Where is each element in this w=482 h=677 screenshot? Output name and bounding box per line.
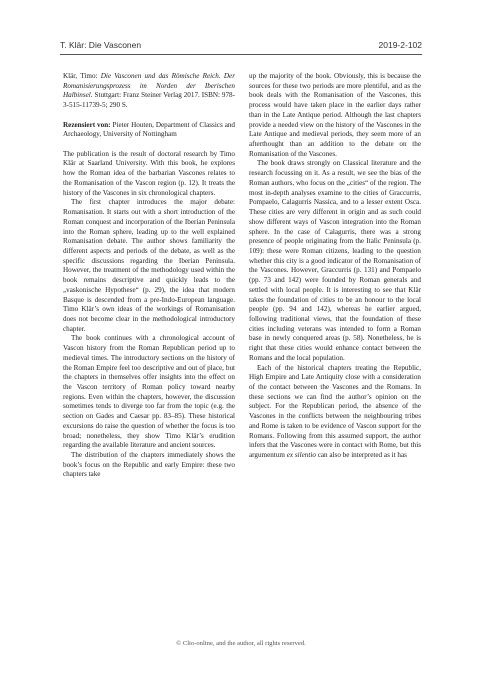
citation [63, 72, 235, 111]
paragraph: The book draws strongly on Classical literature and the research focussing on it. As a result, we see the bias of the Roman authors, who focus on the „cities“ of the region. The most in-depth analyses examine to the cities of Graccurris, Pompaelo, Calagurris Nassica, and to a lesser extent Osca. These cities are very different in origin and as such could show different ways of Vascon integration into the Roman sphere. In the case of Calagurris, there was a strong presence of people originating from the Italic Peninsula (p. 109): these were Roman citizens, leading to the question whether this city is a good indicator of the Romanisation of the Vascones. However, Graccurris (p. 131) and Pompaelo (pp. 73 and 142) were founded by Roman generals and settled with local people. It is interesting to see that Klär takes the foundation of cities to be an honour to the local people (pp. 94 and 142), whereas he earlier argued, following traditional views, that the foundation of these cities including veterans was intended to form a Roman base in newly conquered areas (p. 58). Nonetheless, he is right that these cities would enhance contact between the Romans and the local population. [249, 159, 421, 362]
reviewer-text: Pieter Houten, Department of Classics and Archaeology, University of Nottingham [63, 120, 235, 139]
reviewer-line [63, 121, 235, 140]
citation-title: Die Vasconen und das Römische Reich. Der Romanisierungsprozess im Norden der Iberischen Halbinsel. [63, 72, 235, 100]
left-column [63, 72, 235, 480]
paragraph-last [249, 364, 421, 461]
paragraph: The distribution of the chapters immediately shows the book’s focus on the Republic and early Empire: these two chapters take [63, 451, 235, 479]
citation-author: Klär, Timo: [63, 72, 101, 80]
header-rule [60, 54, 422, 55]
paragraph-text: Each of the historical chapters treating the Republic, High Empire and Late Antiquity close with a consideration of the contact between the Vascones and the Romans. In these sections we can find the author’s opinion on the subject. For the Republican period, the absence of the Vascones in the conflicts between the neighbouring tribes and Rome is taken to be evidence of Vascon support for the Romans. Following from this assumed support, the author infers that the Vascones were in contact with Rome, but this argumentum [249, 363, 421, 460]
latin-phrase: ex silentio [286, 451, 316, 460]
paragraph: The book continues with a chronological account of Vascon history from the Roman Republican period up to medieval times. The introductory sections on the history of the Roman Empire feel too descriptive and out of place, but the chapters in themselves offer insights into the effect on the Vascon territory of Roman policy toward nearby regions. Even within the chapters, however, the discussion sometimes tends to diverge too far from the topic (e.g. the section on Gades and Caesar pp. 83–85). These historical excursions do raise the question of whether the focus is too broad; nonetheless, they show Timo Klär’s erudition regarding the available literature and ancient sources. [63, 334, 235, 450]
paragraph-tail: can also be interpreted as it has [315, 451, 407, 460]
paragraph: The first chapter introduces the major debate: Romanisation. It starts out with a short introduction of the Roman conquest and incorporation of the Iberian Peninsula into the Roman sphere, leading up to the well explained Romanisation debate. The author shows familiarity the different aspects and periods of the debate, as well as the specific discussions regarding the Iberian Peninsula. However, the treatment of the methodology used within the book remains descriptive and quickly leads to the „vaskonische Hypothese“ (p. 29), the idea that modern Basque is descended from a pre-Indo-European language. Timo Klär’s own ideas of the workings of Romanisation does not become clear in the methodological introductory chapter. [63, 198, 235, 333]
header-title: T. Klär: Die Vasconen [60, 40, 142, 50]
paragraph: The publication is the result of doctoral research by Timo Klär at Saarland University. With this book, he explores how the Roman idea of the barbarian Vascones relates to the Romanisation of the Vascon region (p. 12). It treats the history of the Vascones in six chronological chapters. [63, 149, 235, 197]
reviewer-label: Rezensiert von: [63, 120, 111, 129]
running-header [60, 40, 422, 50]
paragraph: up the majority of the book. Obviously, this is because the sources for these two periods are more plentiful, and as the book deals with the Romanisation of the Vascones, this process would have taken place in the earlier days rather than in the Late Antique period. Although the last chapters provide a needed view on the history of the Vascones in the Late Antique and medieval periods, they seem more of an afterthought than an addition to the debate on the Romanisation of the Vascones. [249, 72, 421, 158]
citation-publication: Stuttgart: Franz Steiner Verlag 2017. ISBN: 978-3-515-11739-5; 290 S. [63, 91, 235, 110]
right-column [249, 72, 421, 461]
header-code: 2019-2-102 [378, 40, 422, 50]
copyright-footer: © Clio-online, and the author, all rights reserved. [176, 640, 306, 647]
